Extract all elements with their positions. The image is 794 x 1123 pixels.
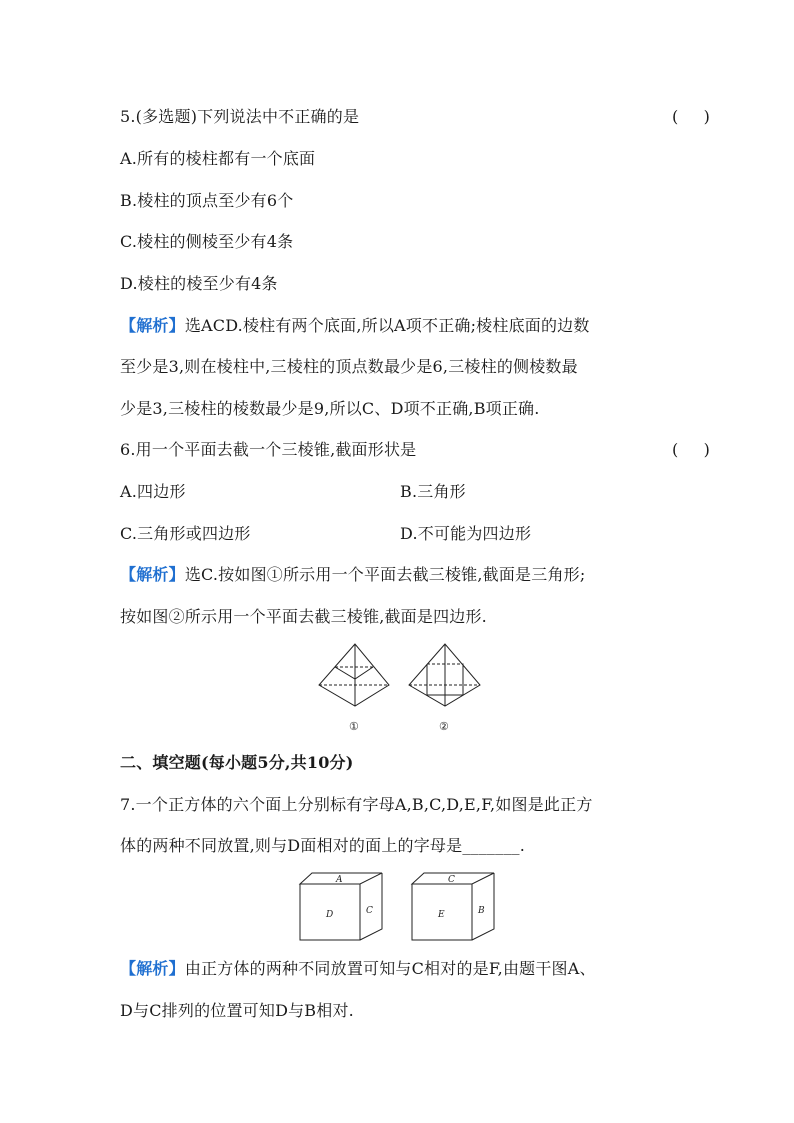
q7-cube-figure xyxy=(298,870,498,945)
q5-analysis-line-2: 至少是3,则在棱柱中,三棱柱的顶点数最少是6,三棱柱的侧棱数最 xyxy=(120,357,578,376)
cube-2-front-label: E xyxy=(438,910,445,920)
cube-2-right-label: B xyxy=(478,906,485,916)
cube-2-top-label: C xyxy=(448,875,455,885)
q6-analysis-line-2: 按如图②所示用一个平面去截三棱锥,截面是四边形. xyxy=(120,607,487,626)
q7-analysis-line-2: D与C排列的位置可知D与B相对. xyxy=(120,1001,354,1020)
tetrahedron-figure-1 xyxy=(319,644,389,706)
q5-answer-paren: ( ) xyxy=(672,107,710,126)
q7-analysis-text-1: 由正方体的两种不同放置可知与C相对的是F,由题干图A、 xyxy=(184,959,596,978)
q6-analysis-line-1 xyxy=(120,564,585,586)
q7-stem-line-2: 体的两种不同放置,则与D面相对的面上的字母是_______. xyxy=(120,836,526,855)
q5-analysis-text-1: 选ACD.棱柱有两个底面,所以A项不正确;棱柱底面的边数 xyxy=(184,316,590,335)
q5-option-b: B.棱柱的顶点至少有6个 xyxy=(120,191,294,210)
section-2-title xyxy=(120,752,354,774)
q6-option-d: D.不可能为四边形 xyxy=(400,524,532,543)
q6-option-a: A.四边形 xyxy=(120,482,186,501)
q7-analysis-line-1 xyxy=(120,958,596,980)
q5-analysis-tag: 【解析】 xyxy=(120,316,185,335)
cube-1-right-label: C xyxy=(366,906,373,916)
figure-label-1: ① xyxy=(349,720,359,733)
q6-answer-paren: ( ) xyxy=(672,440,710,459)
q5-option-d: D.棱柱的棱至少有4条 xyxy=(120,274,278,293)
cube-1-front-label: D xyxy=(326,910,334,920)
q7-analysis-tag: 【解析】 xyxy=(120,959,185,978)
q6-analysis-tag: 【解析】 xyxy=(120,565,185,584)
cube-1-top-label: A xyxy=(336,875,343,885)
q5-analysis-line-1 xyxy=(120,315,590,337)
q6-analysis-text-1: 选C.按如图①所示用一个平面去截三棱锥,截面是三角形; xyxy=(184,565,586,584)
figure-label-2: ② xyxy=(439,720,449,733)
q5-option-c: C.棱柱的侧棱至少有4条 xyxy=(120,232,294,251)
q6-option-c: C.三角形或四边形 xyxy=(120,524,251,543)
q5-option-a: A.所有的棱柱都有一个底面 xyxy=(120,149,316,168)
q6-option-b: B.三角形 xyxy=(400,482,466,501)
q5-analysis-line-3: 少是3,三棱柱的棱数最少是9,所以C、D项不正确,B项正确. xyxy=(120,399,540,418)
tetrahedron-figure-2 xyxy=(409,644,480,706)
q5-stem: 5.(多选题)下列说法中不正确的是 xyxy=(120,107,360,126)
section-2-title-text: 二、填空题(每小题5分,共10分) xyxy=(120,753,354,772)
q7-stem-line-1: 7.一个正方体的六个面上分别标有字母A,B,C,D,E,F,如图是此正方 xyxy=(120,795,593,814)
q6-figure xyxy=(315,640,495,740)
q6-stem: 6.用一个平面去截一个三棱锥,截面形状是 xyxy=(120,440,417,459)
